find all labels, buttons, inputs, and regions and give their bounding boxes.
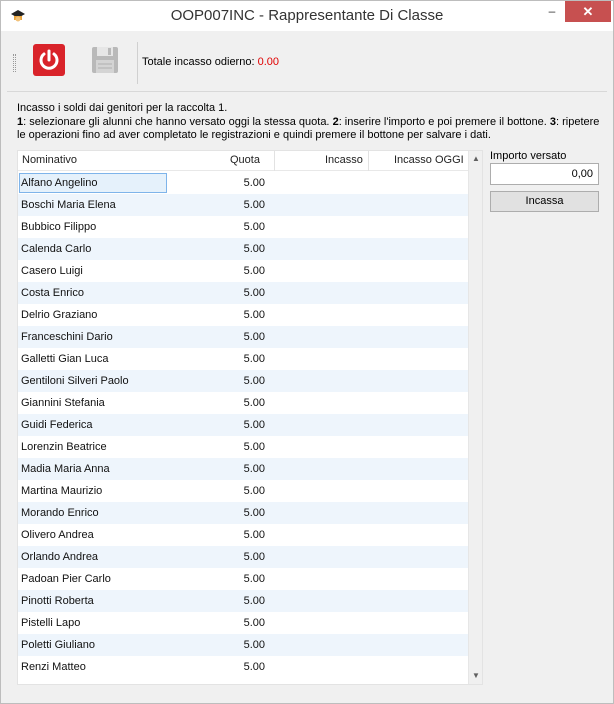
instructions-steps [17,116,601,143]
cell-nominativo: Costa Enrico [21,287,84,299]
instructions [17,102,601,143]
table-row[interactable] [18,304,468,326]
cell-quota: 5.00 [243,617,265,629]
cell-quota: 5.00 [243,199,265,211]
cell-quota: 5.00 [243,397,265,409]
toolbar-separator [137,42,138,84]
cell-quota: 5.00 [243,551,265,563]
table-row[interactable] [18,414,468,436]
cell-quota: 5.00 [243,661,265,673]
cell-quota: 5.00 [243,463,265,475]
cell-nominativo: Lorenzin Beatrice [21,441,107,453]
cell-nominativo: Giannini Stefania [21,397,105,409]
cell-quota: 5.00 [243,331,265,343]
step1-number: 1 [17,115,24,128]
toolbar-grip[interactable] [13,54,16,72]
minimize-button[interactable]: – [548,4,556,18]
table-row[interactable] [18,194,468,216]
table-row[interactable] [18,634,468,656]
table-row[interactable] [18,612,468,634]
totale-incasso [142,56,279,68]
cell-nominativo: Guidi Federica [21,419,93,431]
totale-value: 0.00 [257,56,279,68]
table-row[interactable] [18,238,468,260]
table-row[interactable] [18,348,468,370]
table-row[interactable] [18,282,468,304]
step2-text: : inserire l'importo e poi premere il bottone. [338,115,550,128]
cell-quota: 5.00 [243,441,265,453]
cell-nominativo: Poletti Giuliano [21,639,95,651]
cell-nominativo: Bubbico Filippo [21,221,97,233]
cell-quota: 5.00 [243,573,265,585]
step3-text: : ripetere le operazioni fino ad aver completato le registrazioni e quindi premere il bottone per salvare i dati. [17,115,600,141]
cell-nominativo: Alfano Angelino [21,177,98,189]
window-title: OOP007INC - Rappresentante Di Classe [170,7,444,24]
floppy-disk-icon [89,44,121,76]
table-row[interactable] [18,568,468,590]
importo-label: Importo versato [490,150,567,162]
table-row[interactable] [18,370,468,392]
cell-quota: 5.00 [243,265,265,277]
grid-header [18,151,468,171]
cell-nominativo: Franceschini Dario [21,331,113,343]
cell-quota: 5.00 [243,287,265,299]
vertical-scrollbar[interactable] [468,151,482,684]
instructions-line1: Incasso i soldi dai genitori per la raccolta 1. [17,102,228,114]
cell-quota: 5.00 [243,419,265,431]
table-row[interactable] [18,216,468,238]
column-separator [368,151,369,171]
chevron-up-icon[interactable]: ▲ [472,154,480,163]
chevron-down-icon[interactable]: ▼ [472,671,480,680]
alunni-grid[interactable] [17,150,483,685]
column-header-incasso-oggi[interactable]: Incasso OGGI [394,154,464,166]
cell-nominativo: Delrio Graziano [21,309,98,321]
cell-nominativo: Morando Enrico [21,507,99,519]
table-row[interactable] [18,656,468,678]
cell-nominativo: Padoan Pier Carlo [21,573,111,585]
cell-nominativo: Pistelli Lapo [21,617,81,629]
cell-quota: 5.00 [243,485,265,497]
cell-nominativo: Orlando Andrea [21,551,99,563]
cell-nominativo: Calenda Carlo [21,243,92,255]
cell-quota: 5.00 [243,177,265,189]
exit-button[interactable] [33,44,65,76]
toolbar [7,34,607,92]
column-header-quota[interactable]: Quota [230,154,260,166]
cell-quota: 5.00 [243,529,265,541]
cell-nominativo: Renzi Matteo [21,661,86,673]
table-row[interactable] [18,546,468,568]
cell-nominativo: Martina Maurizio [21,485,103,497]
step1-text: : selezionare gli alunni che hanno versato oggi la stessa quota. [23,115,333,128]
cell-nominativo: Gentiloni Silveri Paolo [21,375,129,387]
cell-nominativo: Boschi Maria Elena [21,199,116,211]
cell-quota: 5.00 [243,639,265,651]
power-icon [33,44,65,76]
save-button[interactable] [89,44,121,76]
close-button[interactable]: ✕ [565,1,611,22]
cell-nominativo: Madia Maria Anna [21,463,110,475]
table-row[interactable] [18,590,468,612]
table-row[interactable] [18,480,468,502]
column-header-incasso[interactable]: Incasso [325,154,363,166]
table-row[interactable] [18,326,468,348]
cell-quota: 5.00 [243,309,265,321]
table-row[interactable] [18,436,468,458]
table-row[interactable] [18,172,468,194]
table-row[interactable] [18,524,468,546]
cell-quota: 5.00 [243,221,265,233]
table-row[interactable] [18,260,468,282]
cell-nominativo: Pinotti Roberta [21,595,94,607]
cell-quota: 5.00 [243,507,265,519]
grid-rows [18,172,468,678]
title-bar [1,1,613,31]
step2-number: 2 [332,115,339,128]
totale-label: Totale incasso odierno: [142,56,255,68]
column-header-nominativo[interactable]: Nominativo [22,154,78,166]
importo-input[interactable]: 0,00 [490,163,599,185]
column-separator [274,151,275,171]
cell-nominativo: Casero Luigi [21,265,83,277]
cell-quota: 5.00 [243,375,265,387]
table-row[interactable] [18,458,468,480]
cell-nominativo: Olivero Andrea [21,529,94,541]
table-row[interactable] [18,392,468,414]
incassa-button[interactable]: Incassa [490,191,599,212]
step3-number: 3 [549,115,557,128]
table-row[interactable] [18,502,468,524]
cell-quota: 5.00 [243,595,265,607]
cell-quota: 5.00 [243,243,265,255]
cell-quota: 5.00 [243,353,265,365]
cell-nominativo: Galletti Gian Luca [21,353,109,365]
